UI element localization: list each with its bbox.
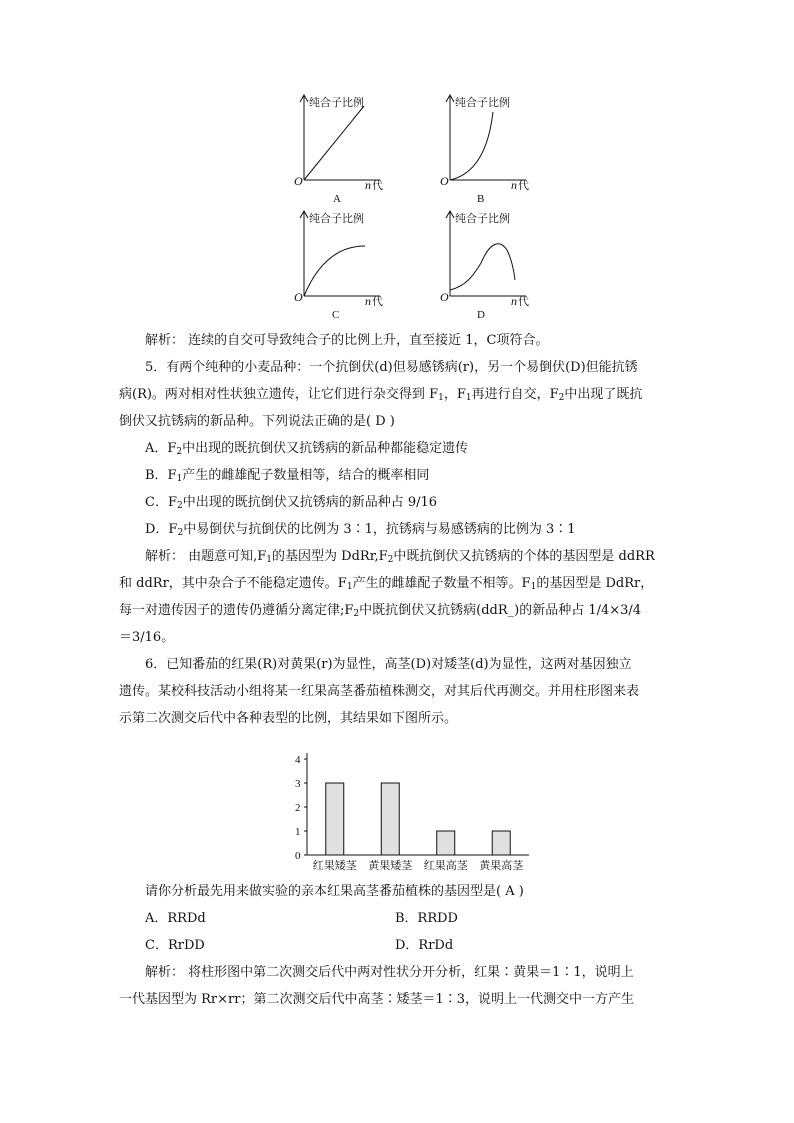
q6-line-2: 遗传。某校科技活动小组将某一红果高茎番茄植株测交，对其后代再测交。并用柱形图来表 (119, 684, 640, 699)
bar (326, 783, 344, 855)
origin-label: O (294, 174, 303, 188)
bar (437, 831, 455, 855)
x-axis-n: n (365, 178, 371, 192)
x-tick-label: 黄果高茎 (479, 859, 524, 872)
bar (492, 831, 510, 855)
q5-line-3: 倒伏又抗锈病的新品种。下列说法正确的是( D ) (119, 414, 395, 429)
mini-chart-a (285, 92, 445, 211)
q5-option-c: C．$F_2$中出现的既抗倒伏又抗锈病的新品种占 9/16 (145, 495, 438, 511)
q5-option-d: D．$F_2$中易倒伏与抗倒伏的比例为 3∶1，抗锈病与易感锈病的比例为 3∶1 (145, 522, 576, 538)
q6-option-c: C．RrDD (145, 938, 205, 953)
q5-line-2: 病(R)。两对相对性状独立遗传，让它们进行杂交得到 $F_1$，$F_1$再进行自交，$F_2$中出现了既抗 (119, 387, 643, 403)
q6-question: 请你分析最先用来做实验的亲本红果高茎番茄植株的基因型是( A ) (145, 884, 524, 899)
origin-label: O (440, 290, 449, 304)
curve-line (304, 106, 364, 180)
y-tick-label: 2 (295, 802, 301, 814)
q6-option-b: B．RRDD (395, 911, 458, 926)
mini-chart-b (431, 92, 591, 211)
y-tick-label: 3 (295, 778, 301, 790)
analysis-q5-line-4: ＝3/16。 (119, 630, 175, 645)
analysis-q4: 解析： 连续的自交可导致纯合子的比例上升，直至接近 1，C项符合。 (145, 333, 549, 348)
x-tick-label: 黄果矮茎 (368, 859, 413, 872)
y-tick-label: 0 (295, 850, 301, 862)
y-tick-label: 4 (295, 754, 301, 766)
analysis-q5-line-1: 解析： 由题意可知$,F_1$的基因型为 $DdRr,F_2$中既抗倒伏又抗锈病的个体的基因型是 ddRR (145, 549, 655, 565)
mini-chart-c (285, 208, 445, 327)
origin-label: O (294, 290, 303, 304)
q6-options-row-1 (119, 905, 679, 932)
y-axis-label: 纯合子比例 (309, 212, 364, 225)
curve-line (450, 112, 493, 180)
bar (381, 783, 399, 855)
chart-caption: D (477, 309, 485, 321)
text-block-upper (119, 327, 679, 732)
y-axis-label: 纯合子比例 (309, 96, 364, 109)
curve-line (304, 246, 365, 296)
analysis-q6-line-1: 解析： 将柱形图中第二次测交后代中两对性状分开分析，红果∶黄果＝1∶1，说明上 (145, 965, 634, 980)
curve-line (450, 244, 515, 290)
q5-option-b: B．$F_1$产生的雌雄配子数量相等，结合的概率相同 (145, 468, 430, 484)
text-block-lower (119, 878, 679, 1013)
analysis-q6-line-2: 一代基因型为 Rr×rr；第二次测交后代中高茎∶矮茎＝1∶3，说明上一代测交中一方产生 (119, 992, 634, 1007)
analysis-q5-line-3: 每一对遗传因子的遗传仍遵循分离定律$;F_2$中既抗倒伏又抗锈病(ddR_)的新品种占 1/4×3/4 (119, 603, 642, 619)
mini-chart-d (431, 208, 591, 327)
x-tick-label: 红果高茎 (423, 859, 468, 872)
bar-chart (285, 745, 535, 879)
x-axis-suffix: 代 (518, 295, 529, 308)
q5-line-1: 5．有两个纯种的小麦品种：一个抗倒伏(d)但易感锈病(r)，另一个易倒伏(D)但能抗锈 (145, 360, 638, 375)
x-axis-suffix: 代 (372, 179, 383, 192)
y-tick-label: 1 (295, 826, 301, 838)
q6-line-3: 示第二次测交后代中各种表型的比例，其结果如下图所示。 (119, 711, 458, 726)
chart-caption: C (332, 309, 340, 321)
x-axis-suffix: 代 (372, 295, 383, 308)
x-axis-n: n (365, 294, 371, 308)
q6-line-1: 6．已知番茄的红果(R)对黄果(r)为显性，高茎(D)对矮茎(d)为显性，这两对基因独立 (145, 657, 632, 672)
analysis-q5-line-2: 和 ddRr，其中杂合子不能稳定遗传。$F_1$产生的雌雄配子数量不相等。$F_1$的基因型是 DdRr， (119, 576, 654, 592)
x-axis-n: n (511, 294, 517, 308)
q5-option-a: A．$F_2$中出现的既抗倒伏又抗锈病的新品种都能稳定遗传 (145, 441, 469, 457)
q6-options-row-2 (119, 932, 679, 959)
y-axis-label: 纯合子比例 (455, 96, 510, 109)
origin-label: O (440, 174, 449, 188)
chart-caption: B (477, 193, 485, 205)
q6-option-d: D．RrDd (395, 938, 454, 953)
x-axis-suffix: 代 (518, 179, 529, 192)
chart-caption: A (333, 193, 341, 205)
x-axis-n: n (511, 178, 517, 192)
x-tick-label: 红果矮茎 (312, 859, 357, 872)
y-axis-label: 纯合子比例 (455, 212, 510, 225)
q6-option-a: A．RRDd (145, 911, 206, 926)
